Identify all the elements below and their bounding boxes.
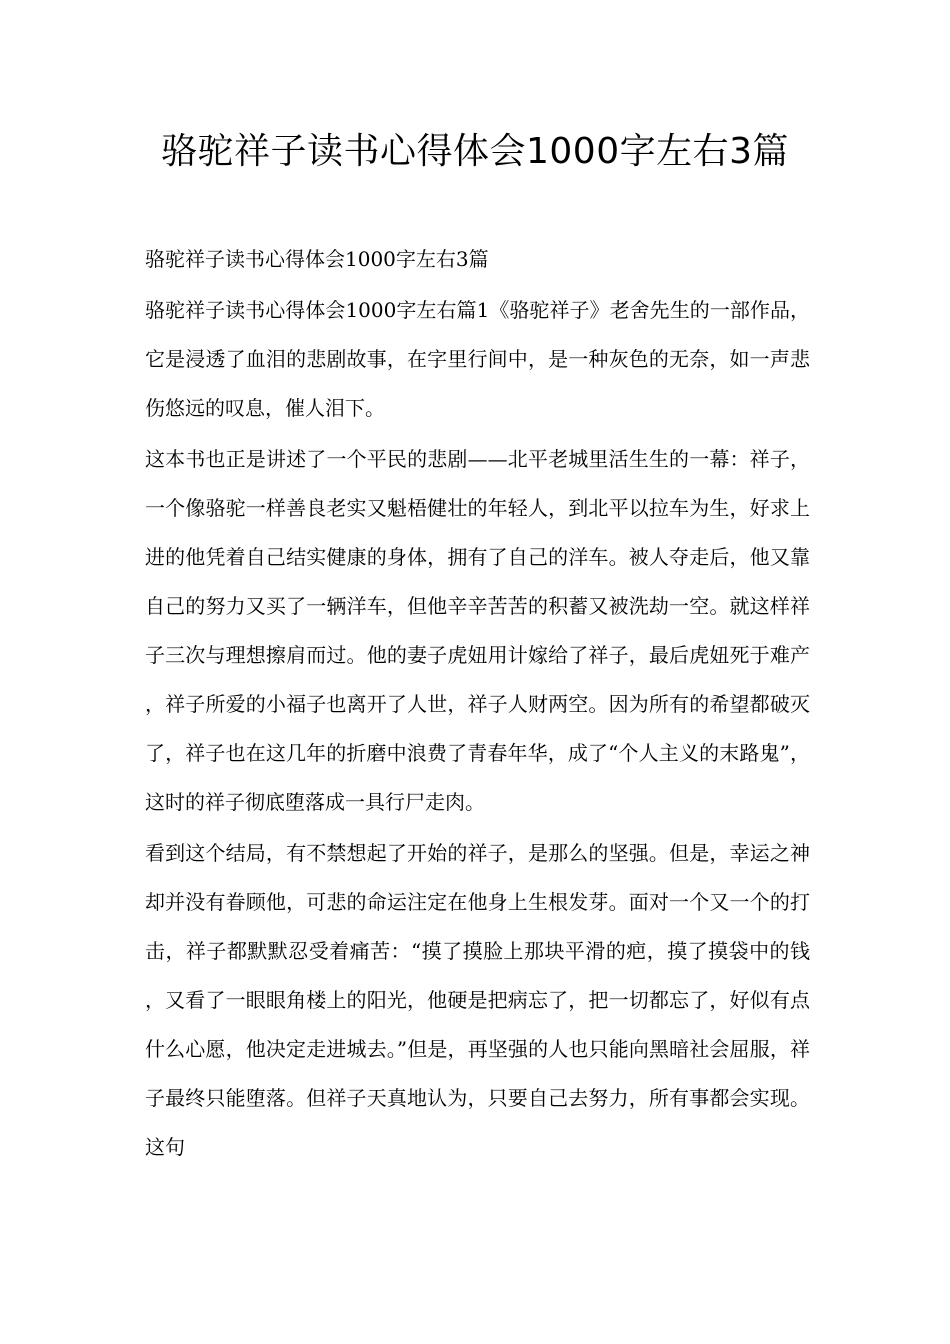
body-paragraph: 看到这个结局，有不禁想起了开始的祥子，是那么的坚强。但是，幸运之神却并没有眷顾他，可悲的命运注定在他身上生根发芽。面对一个又一个的打击，祥子都默默忍受着痛苦：“摸了摸脸上那块平滑的疤，摸了摸袋中的钱，又看了一眼眼角楼上的阳光，他硬是把病忘了，把一切都忘了，好似有点什么心愿，他决定走进城去。”但是，再坚强的人也只能向黑暗社会屈服，祥子最终只能堕落。但祥子天真地认为，只要自己去努力，所有事都会实现。这句 xyxy=(145,841,810,1159)
document-subtitle: 骆驼祥子读书心得体会1000字左右3篇 xyxy=(145,247,489,271)
document-body xyxy=(145,235,810,1174)
body-paragraph: 骆驼祥子读书心得体会1000字左右篇1《骆驼祥子》老舍先生的一部作品，它是浸透了血泪的悲剧故事，在字里行间中，是一种灰色的无奈，如一声悲伤悠远的叹息，催人泪下。 xyxy=(145,298,810,420)
body-paragraph: 这本书也正是讲述了一个平民的悲剧——北平老城里活生生的一幕：祥子，一个像骆驼一样善良老实又魁梧健壮的年轻人，到北平以拉车为生，好求上进的他凭着自己结实健康的身体，拥有了自己的洋车。被人夺走后，他又靠自己的努力又买了一辆洋车，但他辛辛苦苦的积蓄又被洗劫一空。就这样祥子三次与理想擦肩而过。他的妻子虎妞用计嫁给了祥子，最后虎妞死于难产，祥子所爱的小福子也离开了人世，祥子人财两空。因为所有的希望都破灭了，祥子也在这几年的折磨中浪费了青春年华，成了“个人主义的末路鬼”，这时的祥子彻底堕落成一具行尸走肉。 xyxy=(145,447,810,814)
document-title: 骆驼祥子读书心得体会1000字左右3篇 xyxy=(160,131,790,172)
